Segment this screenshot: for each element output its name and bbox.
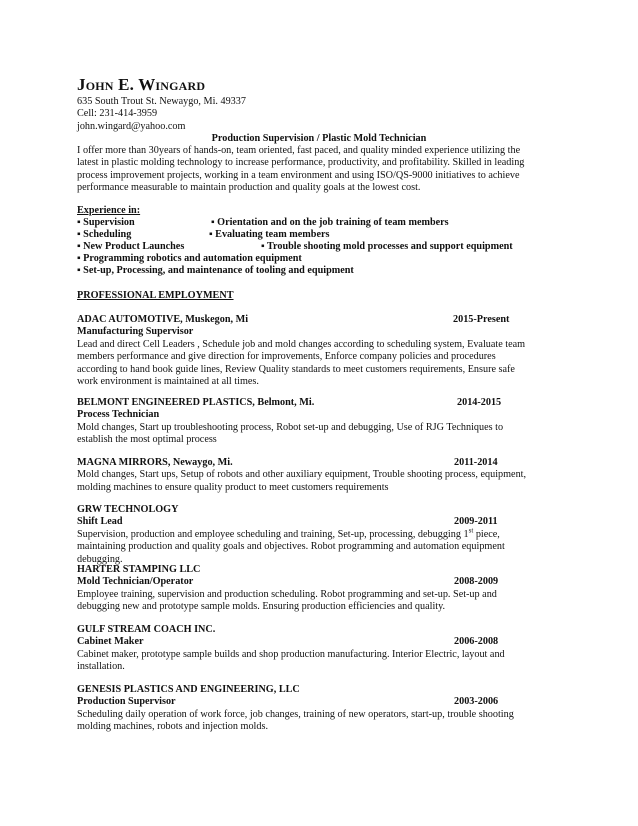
job-company: GENESIS PLASTICS AND ENGINEERING, LLC — [77, 684, 300, 695]
job-company: GRW TECHNOLOGY — [77, 504, 179, 515]
job-company: MAGNA MIRRORS, Newaygo, Mi. — [77, 457, 233, 468]
job-description-text: piece, maintaining production and quality goals and objectives. Robot programming and automation equipment debugging. — [77, 528, 505, 565]
skill-item: ▪ Set-up, Processing, and maintenance of tooling and equipment — [77, 265, 354, 276]
experience-title: Experience in: — [77, 205, 141, 216]
job-company: HARTER STAMPING LLC — [77, 564, 201, 575]
job-role: Manufacturing Supervisor — [77, 326, 194, 338]
job-role: Production Supervisor — [77, 696, 176, 708]
candidate-name: John E. Wingard — [77, 75, 206, 94]
job-description — [77, 526, 537, 566]
job-company: BELMONT ENGINEERED PLASTICS, Belmont, Mi. — [77, 397, 315, 408]
job-dates: 2014-2015 — [457, 397, 502, 408]
job-entry — [77, 504, 537, 566]
skill-item: ▪ Trouble shooting mold processes and support equipment — [261, 241, 513, 252]
job-description: Scheduling daily operation of work force, job changes, training of new operators, start-up, trouble shooting molding machines, robots and injection molds. — [77, 708, 514, 733]
employment-title: PROFESSIONAL EMPLOYMENT — [77, 290, 234, 301]
job-header — [77, 564, 537, 576]
job-description: Employee training, supervision and production scheduling. Robot programming and set-up. Set-up and debugging new and prototype sample molds. Ensuring production efficiencies and quality. — [77, 588, 497, 613]
skill-item: ▪ New Product Launches — [77, 241, 185, 252]
job-dates: 2009-2011 — [454, 516, 498, 528]
ordinal-suffix: st — [468, 526, 474, 535]
job-role-row — [77, 576, 537, 588]
job-dates: 2015-Present — [453, 314, 510, 325]
job-company: ADAC AUTOMOTIVE, Muskegon, Mi — [77, 314, 249, 325]
job-role: Shift Lead — [77, 516, 123, 528]
job-role: Process Technician — [77, 409, 160, 421]
job-dates: 2006-2008 — [454, 636, 499, 648]
job-role-row — [77, 636, 537, 648]
skill-item: ▪ Scheduling — [77, 229, 132, 240]
job-description: Cabinet maker, prototype sample builds and shop production manufacturing. Interior Electric, layout and installation. — [77, 648, 505, 673]
job-entry — [77, 564, 537, 614]
contact-block — [77, 96, 246, 133]
summary-paragraph: I offer more than 30years of hands-on, team oriented, fast paced, and quality minded experience utilizing the latest in plastic molding technology to increase performance, productivity, and profitability. Skilled in leading process improvement projects, working in a team environment and using ISO/QS-9000 initiatives to achieve performance measurable to maintain production and quality goals at the lowest cost. — [77, 145, 525, 194]
skill-item: ▪ Evaluating team members — [209, 229, 330, 240]
job-description-text: Supervision, production and employee scheduling and training, Set-up, processing, debugging 1 — [77, 528, 469, 540]
job-header — [77, 397, 537, 409]
job-entry — [77, 624, 537, 674]
job-description: Lead and direct Cell Leaders , Schedule job and mold changes according to scheduling system, Evaluate team members performance and give direction for improvements, Enforce company policies and procedures according to hand book guide lines, Review Quality standards to meet customers requirements, Ensure safe work environment is maintained at all times. — [77, 338, 526, 387]
job-header — [77, 457, 537, 469]
job-description: Mold changes, Start up troubleshooting process, Robot set-up and debugging, Use of RJG Techniques to establish the most optimal process — [77, 421, 504, 446]
headline: Production Supervision / Plastic Mold Technician — [211, 133, 427, 144]
cell-phone: Cell: 231-414-3959 — [77, 108, 158, 120]
job-header — [77, 684, 537, 696]
job-entry — [77, 397, 537, 447]
address: 635 South Trout St. Newaygo, Mi. 49337 — [77, 96, 246, 107]
job-role: Mold Technician/Operator — [77, 576, 194, 588]
job-header — [77, 314, 537, 326]
job-description: Mold changes, Start ups, Setup of robots and other auxiliary equipment, Trouble shooting process, equipment, molding machines to ensure quality product to meet customers requirements — [77, 469, 527, 493]
job-role: Cabinet Maker — [77, 636, 144, 648]
job-role-row — [77, 516, 537, 528]
skill-item: ▪ Programming robotics and automation equipment — [77, 253, 302, 264]
job-header — [77, 624, 537, 636]
job-company: GULF STREAM COACH INC. — [77, 624, 216, 635]
job-entry — [77, 684, 537, 734]
job-dates: 2003-2006 — [454, 696, 499, 708]
job-header — [77, 504, 537, 516]
job-entry — [77, 314, 537, 388]
email: john.wingard@yahoo.com — [77, 120, 186, 132]
job-role-row — [77, 696, 537, 708]
job-dates: 2011-2014 — [454, 457, 498, 468]
skill-item: ▪ Orientation and on the job training of team members — [211, 217, 449, 228]
job-dates: 2008-2009 — [454, 576, 499, 588]
job-entry — [77, 457, 537, 494]
skill-item: ▪ Supervision — [77, 217, 135, 228]
